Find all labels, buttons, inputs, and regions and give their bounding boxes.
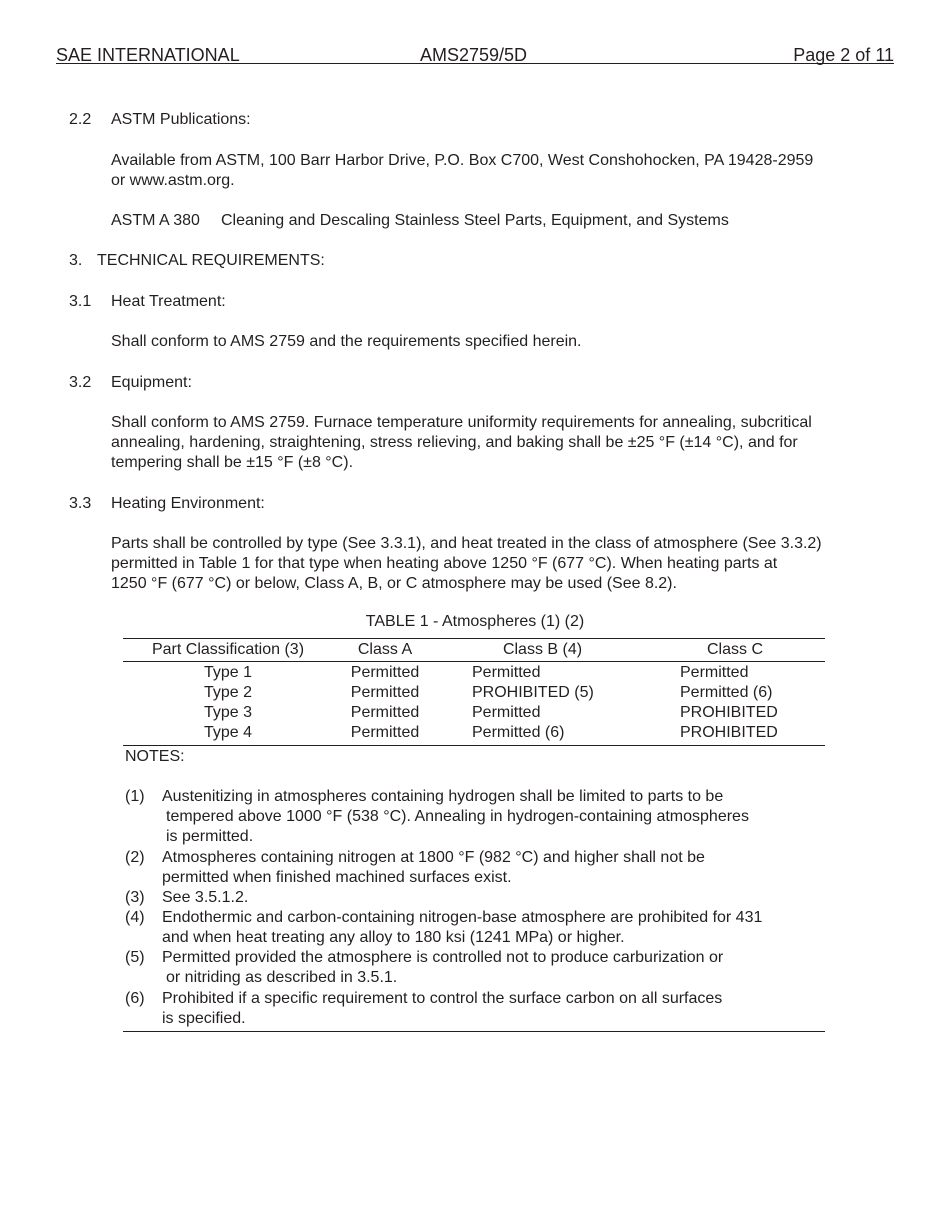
section-3-1-title: Heat Treatment: [111, 293, 226, 310]
note-line: or nitriding as described in 3.5.1. [166, 969, 398, 986]
note-line: and when heat treating any alloy to 180 ksi (1241 MPa) or higher. [162, 929, 625, 946]
astm-availability-line-1: Available from ASTM, 100 Barr Harbor Drive, P.O. Box C700, West Conshohocken, PA 19428-2959 [111, 152, 814, 169]
note-number: (6) [125, 990, 145, 1007]
section-3-2-title: Equipment: [111, 374, 192, 391]
table-1-title: TABLE 1 - Atmospheres (1) (2) [365, 613, 585, 630]
section-3-1-text: Shall conform to AMS 2759 and the requirements specified herein. [111, 333, 582, 350]
table-cell: Permitted [350, 664, 420, 681]
table-header-class-b: Class B (4) [502, 641, 583, 658]
section-3-2-number: 3.2 [69, 374, 92, 391]
section-3-3-line: Parts shall be controlled by type (See 3.3.1), and heat treated in the class of atmosphere (See 3.3.2) [111, 535, 822, 552]
table-cell: PROHIBITED [680, 704, 778, 721]
table-header-rule [123, 661, 825, 662]
note-line: tempered above 1000 °F (538 °C). Annealing in hydrogen-containing atmospheres [166, 808, 749, 825]
table-cell: Permitted [472, 704, 541, 721]
table-header-class-a: Class A [357, 641, 413, 658]
table-cell: Permitted [680, 664, 749, 681]
table-cell: PROHIBITED [680, 724, 778, 741]
note-number: (1) [125, 788, 145, 805]
table-bottom-rule [123, 1031, 825, 1032]
section-3-2-line: tempering shall be ±15 °F (±8 °C). [111, 454, 354, 471]
header-doc-id: AMS2759/5D [420, 45, 528, 65]
header-org: SAE INTERNATIONAL [56, 45, 240, 65]
note-number: (3) [125, 889, 145, 906]
header-page-number: Page 2 of 11 [793, 45, 894, 65]
section-2-2-title: ASTM Publications: [111, 111, 251, 128]
note-line: Prohibited if a specific requirement to control the surface carbon on all surfaces [162, 990, 723, 1007]
table-body-rule [123, 745, 825, 746]
section-3-2-line: annealing, hardening, straightening, stress relieving, and baking shall be ±25 °F (±14 °C), and for [111, 434, 798, 451]
note-line: is permitted. [166, 828, 254, 845]
section-3-number: 3. [69, 252, 83, 269]
note-line: is specified. [162, 1010, 246, 1027]
header-rule [56, 63, 894, 64]
note-number: (5) [125, 949, 145, 966]
note-line: Permitted provided the atmosphere is controlled not to produce carburization or [162, 949, 724, 966]
section-3-3-line: 1250 °F (677 °C) or below, Class A, B, or C atmosphere may be used (See 8.2). [111, 575, 677, 592]
table-cell: PROHIBITED (5) [472, 684, 594, 701]
section-3-1-number: 3.1 [69, 293, 92, 310]
note-line: Austenitizing in atmospheres containing hydrogen shall be limited to parts to be [162, 788, 724, 805]
note-number: (2) [125, 849, 145, 866]
table-cell: Permitted [350, 704, 420, 721]
table-cell: Permitted [350, 724, 420, 741]
table-cell: Type 4 [203, 724, 253, 741]
note-line: permitted when finished machined surfaces exist. [162, 869, 512, 886]
table-cell: Type 2 [203, 684, 253, 701]
table-cell: Permitted (6) [472, 724, 565, 741]
section-3-3-line: permitted in Table 1 for that type when heating above 1250 °F (677 °C). When heating parts at [111, 555, 778, 572]
table-cell: Type 3 [203, 704, 253, 721]
note-line: See 3.5.1.2. [162, 889, 249, 906]
note-line: Endothermic and carbon-containing nitrogen-base atmosphere are prohibited for 431 [162, 909, 763, 926]
table-header-part-classification: Part Classification (3) [151, 641, 305, 658]
section-3-title: TECHNICAL REQUIREMENTS: [97, 252, 325, 269]
notes-label: NOTES: [125, 748, 185, 765]
astm-reference-title: Cleaning and Descaling Stainless Steel Parts, Equipment, and Systems [221, 212, 729, 229]
table-header-class-c: Class C [706, 641, 763, 658]
table-cell: Permitted (6) [680, 684, 773, 701]
astm-availability-line-2: or www.astm.org. [111, 172, 235, 189]
section-3-2-line: Shall conform to AMS 2759. Furnace temperature uniformity requirements for annealing, subcritical [111, 414, 812, 431]
section-2-2-number: 2.2 [69, 111, 92, 128]
table-cell: Permitted [350, 684, 420, 701]
section-3-3-title: Heating Environment: [111, 495, 265, 512]
note-number: (4) [125, 909, 145, 926]
astm-reference-id: ASTM A 380 [111, 212, 200, 229]
table-cell: Type 1 [203, 664, 253, 681]
note-line: Atmospheres containing nitrogen at 1800 °F (982 °C) and higher shall not be [162, 849, 705, 866]
section-3-3-number: 3.3 [69, 495, 92, 512]
table-cell: Permitted [472, 664, 541, 681]
table-top-rule [123, 638, 825, 639]
